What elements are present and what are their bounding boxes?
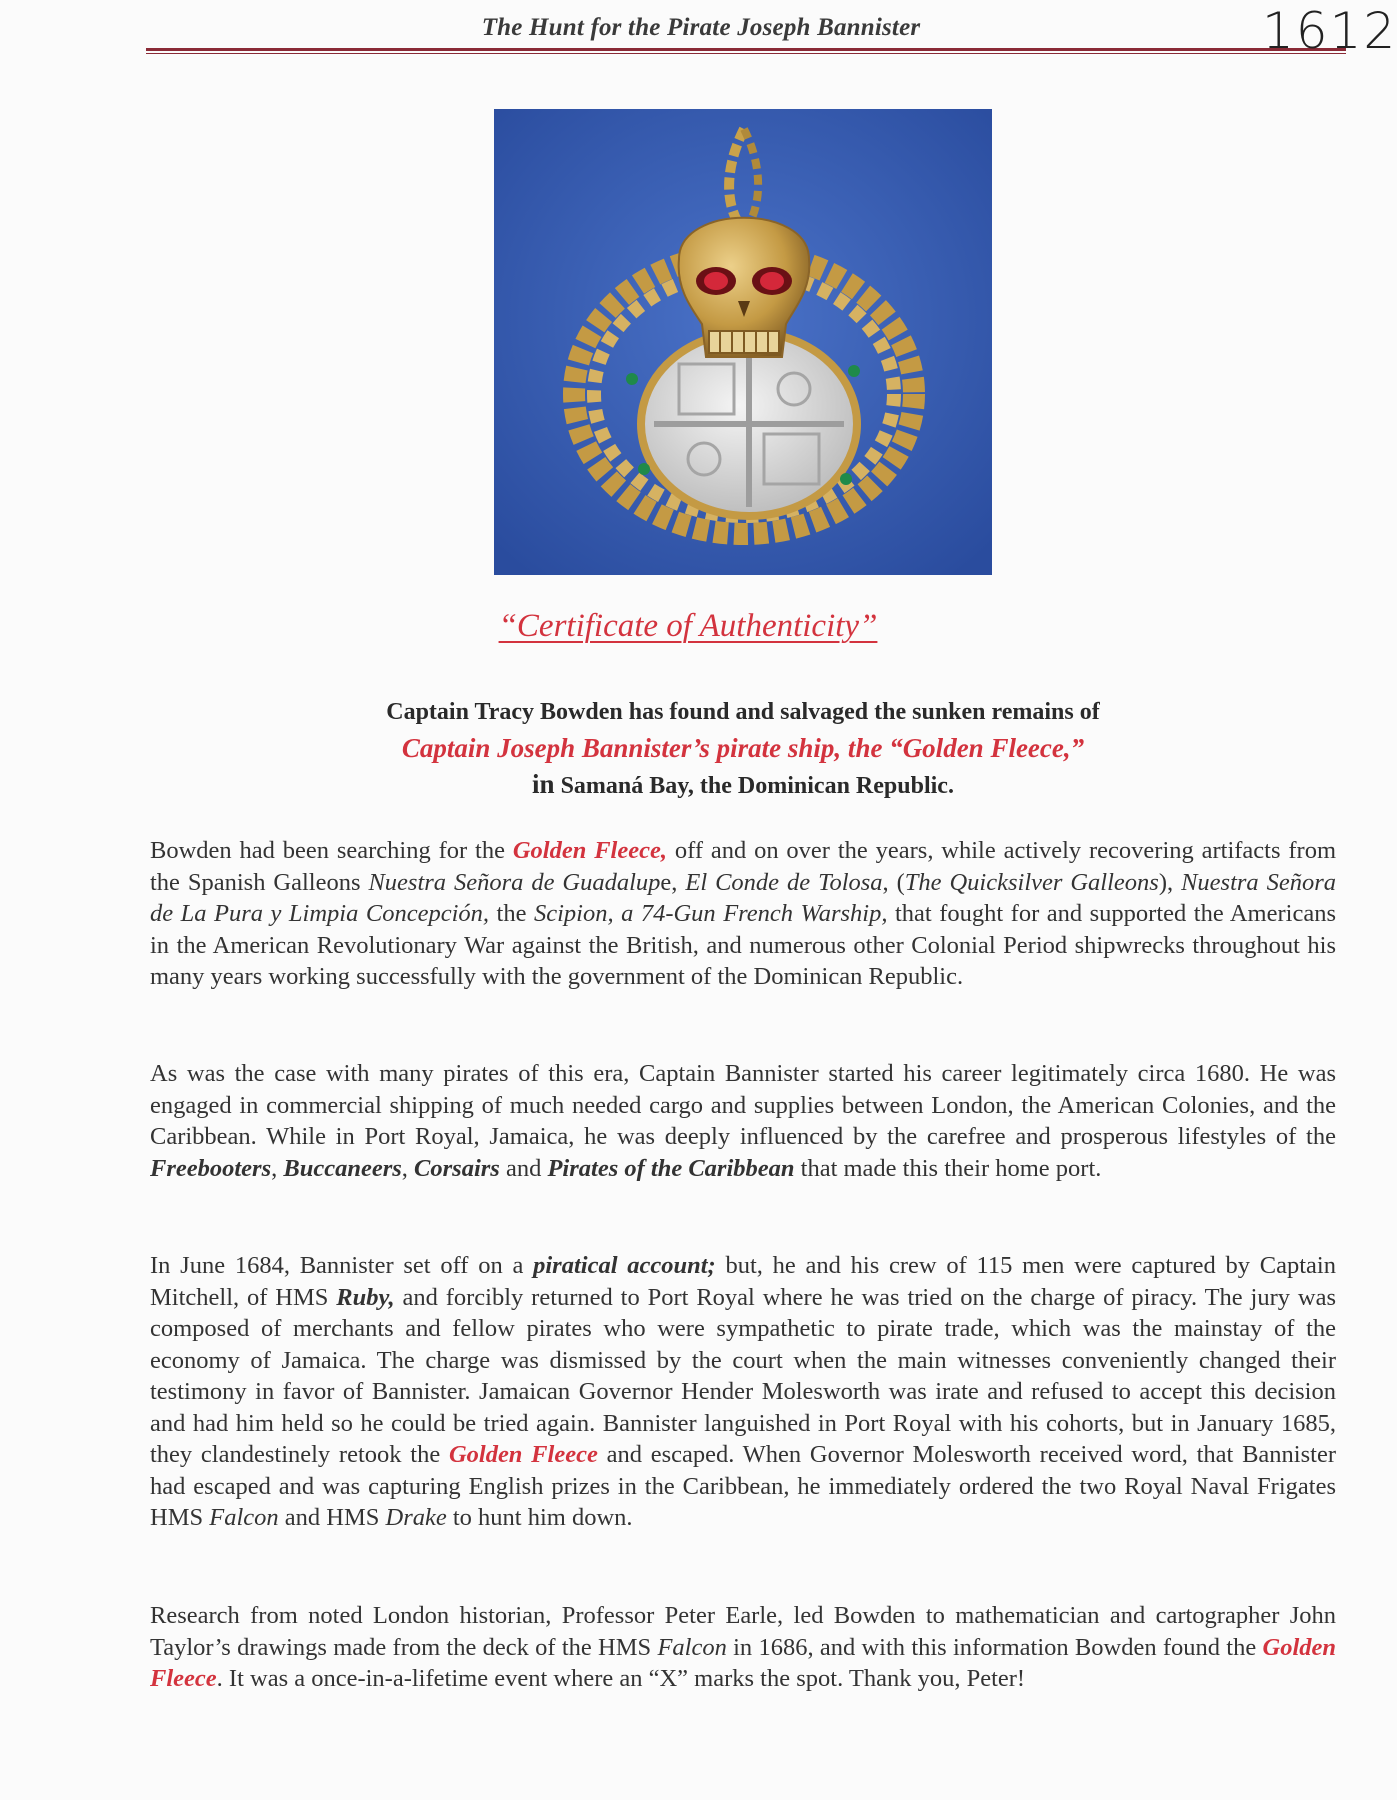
paragraph-capture: [150, 1250, 1336, 1534]
ship-name: Falcon: [209, 1504, 279, 1531]
text-run: As was the case with many pirates of this era, Captain Bannister started his career legitimately circa 1680. He was engaged in commercial shipping of much needed cargo and supplies between London, the American Colonies, and the Caribbean. While in Port Royal, Jamaica, he was deeply influenced by the carefree and prosperous lifestyles of the: [150, 1060, 1336, 1150]
text-run: to hunt him down.: [446, 1504, 633, 1531]
ship-name: El Conde de Tolosa: [685, 868, 883, 896]
ship-name-highlight: Golden Fleece,: [512, 837, 667, 864]
text-run: and HMS: [278, 1504, 386, 1531]
text-run: ),: [1158, 868, 1182, 896]
text-run: . It was a once-in-a-lifetime event where an “X” marks the spot. Thank you, Peter!: [216, 1665, 1026, 1692]
text-run: the: [489, 900, 534, 927]
handwritten-page-number: 1612: [1262, 2, 1397, 60]
certificate-title: “Certificate of Authenticity”: [498, 608, 878, 644]
lead-statement: [150, 694, 1336, 804]
text-run: Research from noted London historian, Professor Peter Earle, led Bowden to mathematician and cartographer John Taylor’s drawings made from the deck of the HMS: [150, 1602, 1336, 1661]
ship-name-highlight: Golden Fleece: [448, 1441, 598, 1468]
emphasis: piratical account;: [533, 1252, 716, 1279]
paragraph-research: [150, 1600, 1336, 1695]
lead-line-3-rest: Samaná Bay, the Dominican Republic.: [554, 773, 954, 799]
paragraph-search: [150, 835, 1336, 993]
text-run: that made this their home port.: [794, 1154, 1102, 1182]
text-run: that fought for and supported the Americans in the American Revolutionary War against the British, and numerous other Colonial Period shipwrecks throughout his many years working successfully with the government of the Dominican Republic.: [150, 900, 1336, 990]
lead-line-3: [150, 766, 1336, 804]
ship-name: Nuestra Señora de Guadalup: [368, 868, 661, 896]
text-run: and: [499, 1154, 548, 1182]
emphasis: Freebooters: [150, 1154, 272, 1182]
emphasis: Pirates of the Caribbean: [547, 1154, 795, 1182]
emphasis: Buccaneers: [283, 1154, 402, 1182]
text-run: ,: [401, 1154, 415, 1182]
text-run: but, he and his crew of 115 men were captured by Captain Mitchell, of HMS: [150, 1252, 1336, 1311]
text-run: in 1686, and with this information Bowden found the: [726, 1633, 1263, 1661]
lead-line-1: Captain Tracy Bowden has found and salvaged the sunken remains of: [386, 699, 1100, 725]
emphasis: Corsairs: [414, 1154, 500, 1182]
running-header: The Hunt for the Pirate Joseph Bannister: [481, 14, 921, 41]
ship-name: Falcon: [657, 1633, 727, 1661]
text-run: e,: [660, 868, 686, 896]
text-run: Bowden had been searching for the: [150, 837, 513, 864]
text-run: off and on over the years, while actively recovering artifacts from the Spanish Galleons: [150, 837, 1336, 896]
header-rule: [146, 48, 1346, 54]
text-run: and escaped. When Governor Molesworth received word, that Bannister had escaped and was capturing English prizes in the Caribbean, he immediately ordered the two Royal Naval Frigates HMS: [150, 1441, 1336, 1531]
paragraph-career: [150, 1058, 1336, 1184]
ship-name: Ruby,: [336, 1283, 395, 1311]
ship-name: Scipion, a 74-Gun French Warship,: [533, 900, 888, 927]
ship-name-highlight: Golden Fleece: [150, 1633, 1337, 1692]
text-run: , (: [882, 868, 905, 896]
text-run: and forcibly returned to Port Royal where he was tried on the charge of piracy. The jury was composed of merchants and fellow pirates who were sympathetic to pirate trade, which was the mainstay of the economy of Jamaica. The charge was dismissed by the court when the main witnesses conveniently changed their testimony in favor of Bannister. Jamaican Governor Hender Molesworth was irate and refused to accept this decision and had him held so he could be tried again. Bannister languished in Port Royal with his cohorts, but in January 1685, they clandestinely retook the: [150, 1283, 1337, 1468]
lead-line-3-in: in: [532, 769, 555, 799]
skull-pendant-photo: [494, 109, 992, 575]
text-run: ,: [271, 1154, 284, 1182]
ship-name: The Quicksilver Galleons: [904, 868, 1159, 896]
ship-name: Drake: [385, 1504, 447, 1531]
lead-line-2: Captain Joseph Bannister’s pirate ship, the “Golden Fleece,”: [401, 733, 1085, 763]
ship-name: Nuestra Señora de La Pura y Limpia Concepción,: [150, 868, 1337, 927]
text-run: In June 1684, Bannister set off on a: [150, 1252, 534, 1279]
